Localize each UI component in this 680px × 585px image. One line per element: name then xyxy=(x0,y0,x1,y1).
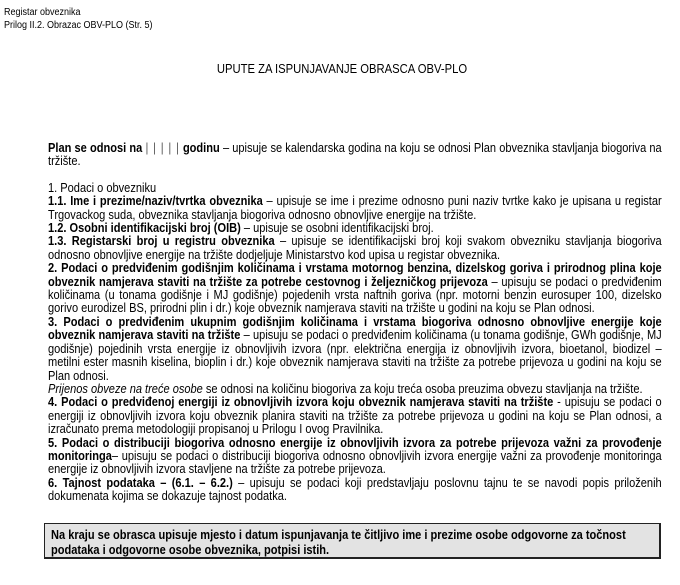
section-1-1-text: – upisuje se ime i prezime odnosno puni naziv tvrtke kako je upisana u registar Trgovackog suda, obveznika stavljanja biogoriva odnosno obnovljive energije na tržište. xyxy=(48,193,662,222)
section-1-3-title: 1.3. Registarski broj u registru obveznika xyxy=(48,233,275,249)
section-6 xyxy=(48,476,662,503)
plan-label: Plan se odnosi na xyxy=(48,140,143,155)
header-line-1: Registar obveznika xyxy=(4,7,81,18)
plan-label-year: godinu xyxy=(182,140,220,155)
section-1-2-title: 1.2. Osobni identifikacijski broj (OIB) xyxy=(48,220,241,236)
signature-note-text: Na kraju se obrasca upisuje mjesto i datum ispunjavanja te čitljivo ime i prezime osobe odgovorne za točnost podataka i odgovorne osobe obveznika, potpisi istih. xyxy=(51,527,626,557)
section-6-text: – upisuju se podaci koji predstavljaju poslovnu tajnu te se navodi popis priloženih dokumenata kojima se dokazuje tajnost podatka. xyxy=(48,474,662,504)
section-1-2-text: – upisuje se osobni identifikacijski broj. xyxy=(240,220,434,236)
plan-text: – upisuje se kalendarska godina na koju se odnosi Plan obveznika stavljanja biogoriva na tržište. xyxy=(48,140,662,169)
section-3-note-text: se odnosi na količinu biogoriva za koju treća osoba preuzima obvezu stavljanja na tržište. xyxy=(202,380,643,396)
section-5-text: – upisuju se podaci o distribuciji biogoriva odnosno obnovljivih izvora energije važni za provođenje monitoringa energije iz obnovljivih izvora stavljene na tržište za potrebe prijevoza. xyxy=(48,447,662,477)
section-1-2 xyxy=(48,221,662,234)
plan-paragraph xyxy=(48,141,662,168)
section-1-3-text: – upisuje se identifikacijski broj koji svakom obvezniku stavljanja biogoriva odnosno obnovljive energije na tržište dodjeljuje Ministarstvo kod upisa u registar obveznika. xyxy=(48,233,662,262)
section-6-title: 6. Tajnost podataka – (6.1. – 6.2.) xyxy=(48,474,233,490)
year-box: | | | | | xyxy=(145,140,180,155)
instructions-body xyxy=(48,141,662,503)
section-1-1 xyxy=(48,194,662,221)
section-2 xyxy=(48,261,662,315)
section-2-title: 2. Podaci o predviđenim godišnjim količinama i vrstama motornog benzina, dizelskog goriva i prirodnog plina koje obveznik namjerava staviti na tržište za potrebe cestovnog i željezničkog prijevoza xyxy=(48,260,662,289)
section-1-heading: 1. Podaci o obvezniku xyxy=(48,179,157,195)
page-header xyxy=(4,6,153,32)
section-3-title: 3. Podaci o predviđenim ukupnim godišnjim količinama i vrstama biogoriva odnosno obnovljive energije koje obveznik namjerava staviti na tržište xyxy=(48,313,662,343)
section-2-text: – upisuju se podaci o predviđenim količinama (u tonama godišnje i MJ godišnje) pojedenih vrsta naftnih goriva (npr. motorni benzin eurosuper 100, dizelsko gorivo eurodizel BS, prirodni plin i dr.) koje obveznik namjerava staviti na tržište u godini na koju se Plan odnosi. xyxy=(48,273,662,316)
section-3-text: – upisuju se podaci o predviđenim količinama (u tonama godišnje, GWh godišnje, MJ godišnje) pojedinih vrsta energije iz obnovljivih izvora (npr. električna energija iz obnovljivih izvora, bioetanol, biodizel – metilni ester masnih kiselina, bioplin i dr.) koje obveznik namjerava staviti na tržište za potrebe prijevoza u godini na koju se Plan odnosi. xyxy=(48,327,662,383)
section-1-3 xyxy=(48,234,662,261)
section-1-1-title: 1.1. Ime i prezime/naziv/tvrtka obveznika xyxy=(48,193,263,209)
section-4-title: 4. Podaci o predviđenoj energiji iz obnovljivih izvora koju obveznik namjerava staviti na tržište xyxy=(48,394,554,410)
section-5-title: 5. Podaci o distribuciji biogoriva odnosno energije iz obnovljivih izvora za potrebe prijevoza važni za provođenje monitoringa xyxy=(48,434,662,463)
section-4 xyxy=(48,395,662,435)
header-line-2: Prilog II.2. Obrazac OBV-PLO (Str. 5) xyxy=(4,20,153,31)
signature-note-box xyxy=(44,523,661,559)
section-3-note-italic: Prijenos obveze na treće osobe xyxy=(48,380,203,396)
section-5 xyxy=(48,436,662,476)
section-3 xyxy=(48,315,662,382)
page-title: UPUTE ZA ISPUNJAVANJE OBRASCA OBV-PLO xyxy=(216,62,468,76)
section-4-text: - upisuju se podaci o energiji iz obnovljivih izvora koju obveznik planira staviti na tržište za potrebe prijevoza u godini na koju se Plan odnosi, a izračunato prema metodologiji propisanoj u Prilogu I ovog Pravilnika. xyxy=(48,394,662,437)
section-3-note xyxy=(48,382,662,395)
